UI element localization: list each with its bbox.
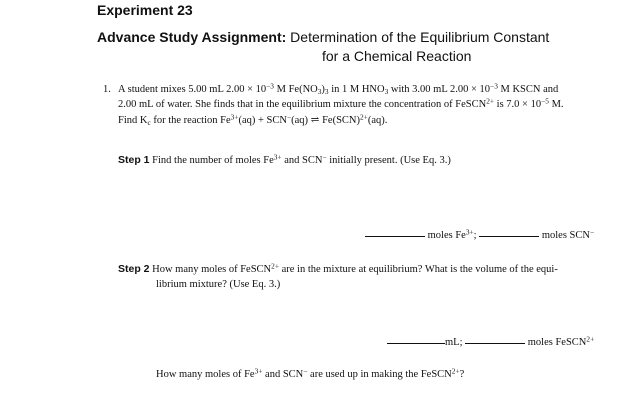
step1-instruction: Step 1 Find the number of moles $Fe^{3+}$ and SCN− initially present. (Use Eq. 3.)	[118, 152, 451, 166]
assignment-title-text: Determination of the Equilibrium Constant	[286, 29, 550, 45]
step1-label: Step 1	[118, 154, 150, 166]
assignment-title-bold: Advance Study Assignment:	[97, 29, 287, 45]
question1-line2: 2.00 mL of water. She finds that in the equilibrium mixture the concentration of FeSCN$^{2+}$ is $7.0 \times 10^{-5}$ M.	[118, 96, 564, 110]
step2-answer-row: mL; moles FeSCN$^{2+}$	[387, 337, 594, 348]
step1-answer-row: moles $Fe^{3+}$; moles SCN−	[365, 230, 594, 241]
assignment-subtitle: for a Chemical Reaction	[322, 48, 472, 64]
moles-used-question: How many moles of $Fe^{3+}$ and SCN− are used up in making the FeSCN$^{2+}$?	[156, 366, 465, 380]
question1-line3: Find $K_c$ for the reaction $Fe^{3+}(aq) + SCN^-(aq)$ ⇌ Fe(SCN)$^{2+}$(aq).	[118, 112, 388, 127]
question-number: 1.	[103, 84, 111, 95]
experiment-title: Experiment 23	[97, 2, 193, 18]
volume-ml-answer-blank[interactable]	[387, 342, 445, 344]
question1-line1: A student mixes 5.00 mL $2.00 \times 10^{-3}$ M $Fe(NO_3)_3$ in 1 M $HNO_3$ with 3.00 mL $2.00 \times 10^{-3}$ M KSCN and	[118, 81, 559, 96]
moles-fescn-answer-blank[interactable]	[465, 342, 525, 344]
step2-label: Step 2	[118, 263, 150, 275]
assignment-title	[97, 29, 549, 45]
moles-scn-answer-blank[interactable]	[479, 235, 539, 237]
step2-instruction: Step 2 How many moles of FeSCN$^{2+}$ are in the mixture at equilibrium? What is the volume of the equi-	[118, 261, 558, 275]
moles-fe-answer-blank[interactable]	[365, 235, 425, 237]
step2-instruction-line2: librium mixture? (Use Eq. 3.)	[156, 279, 281, 290]
